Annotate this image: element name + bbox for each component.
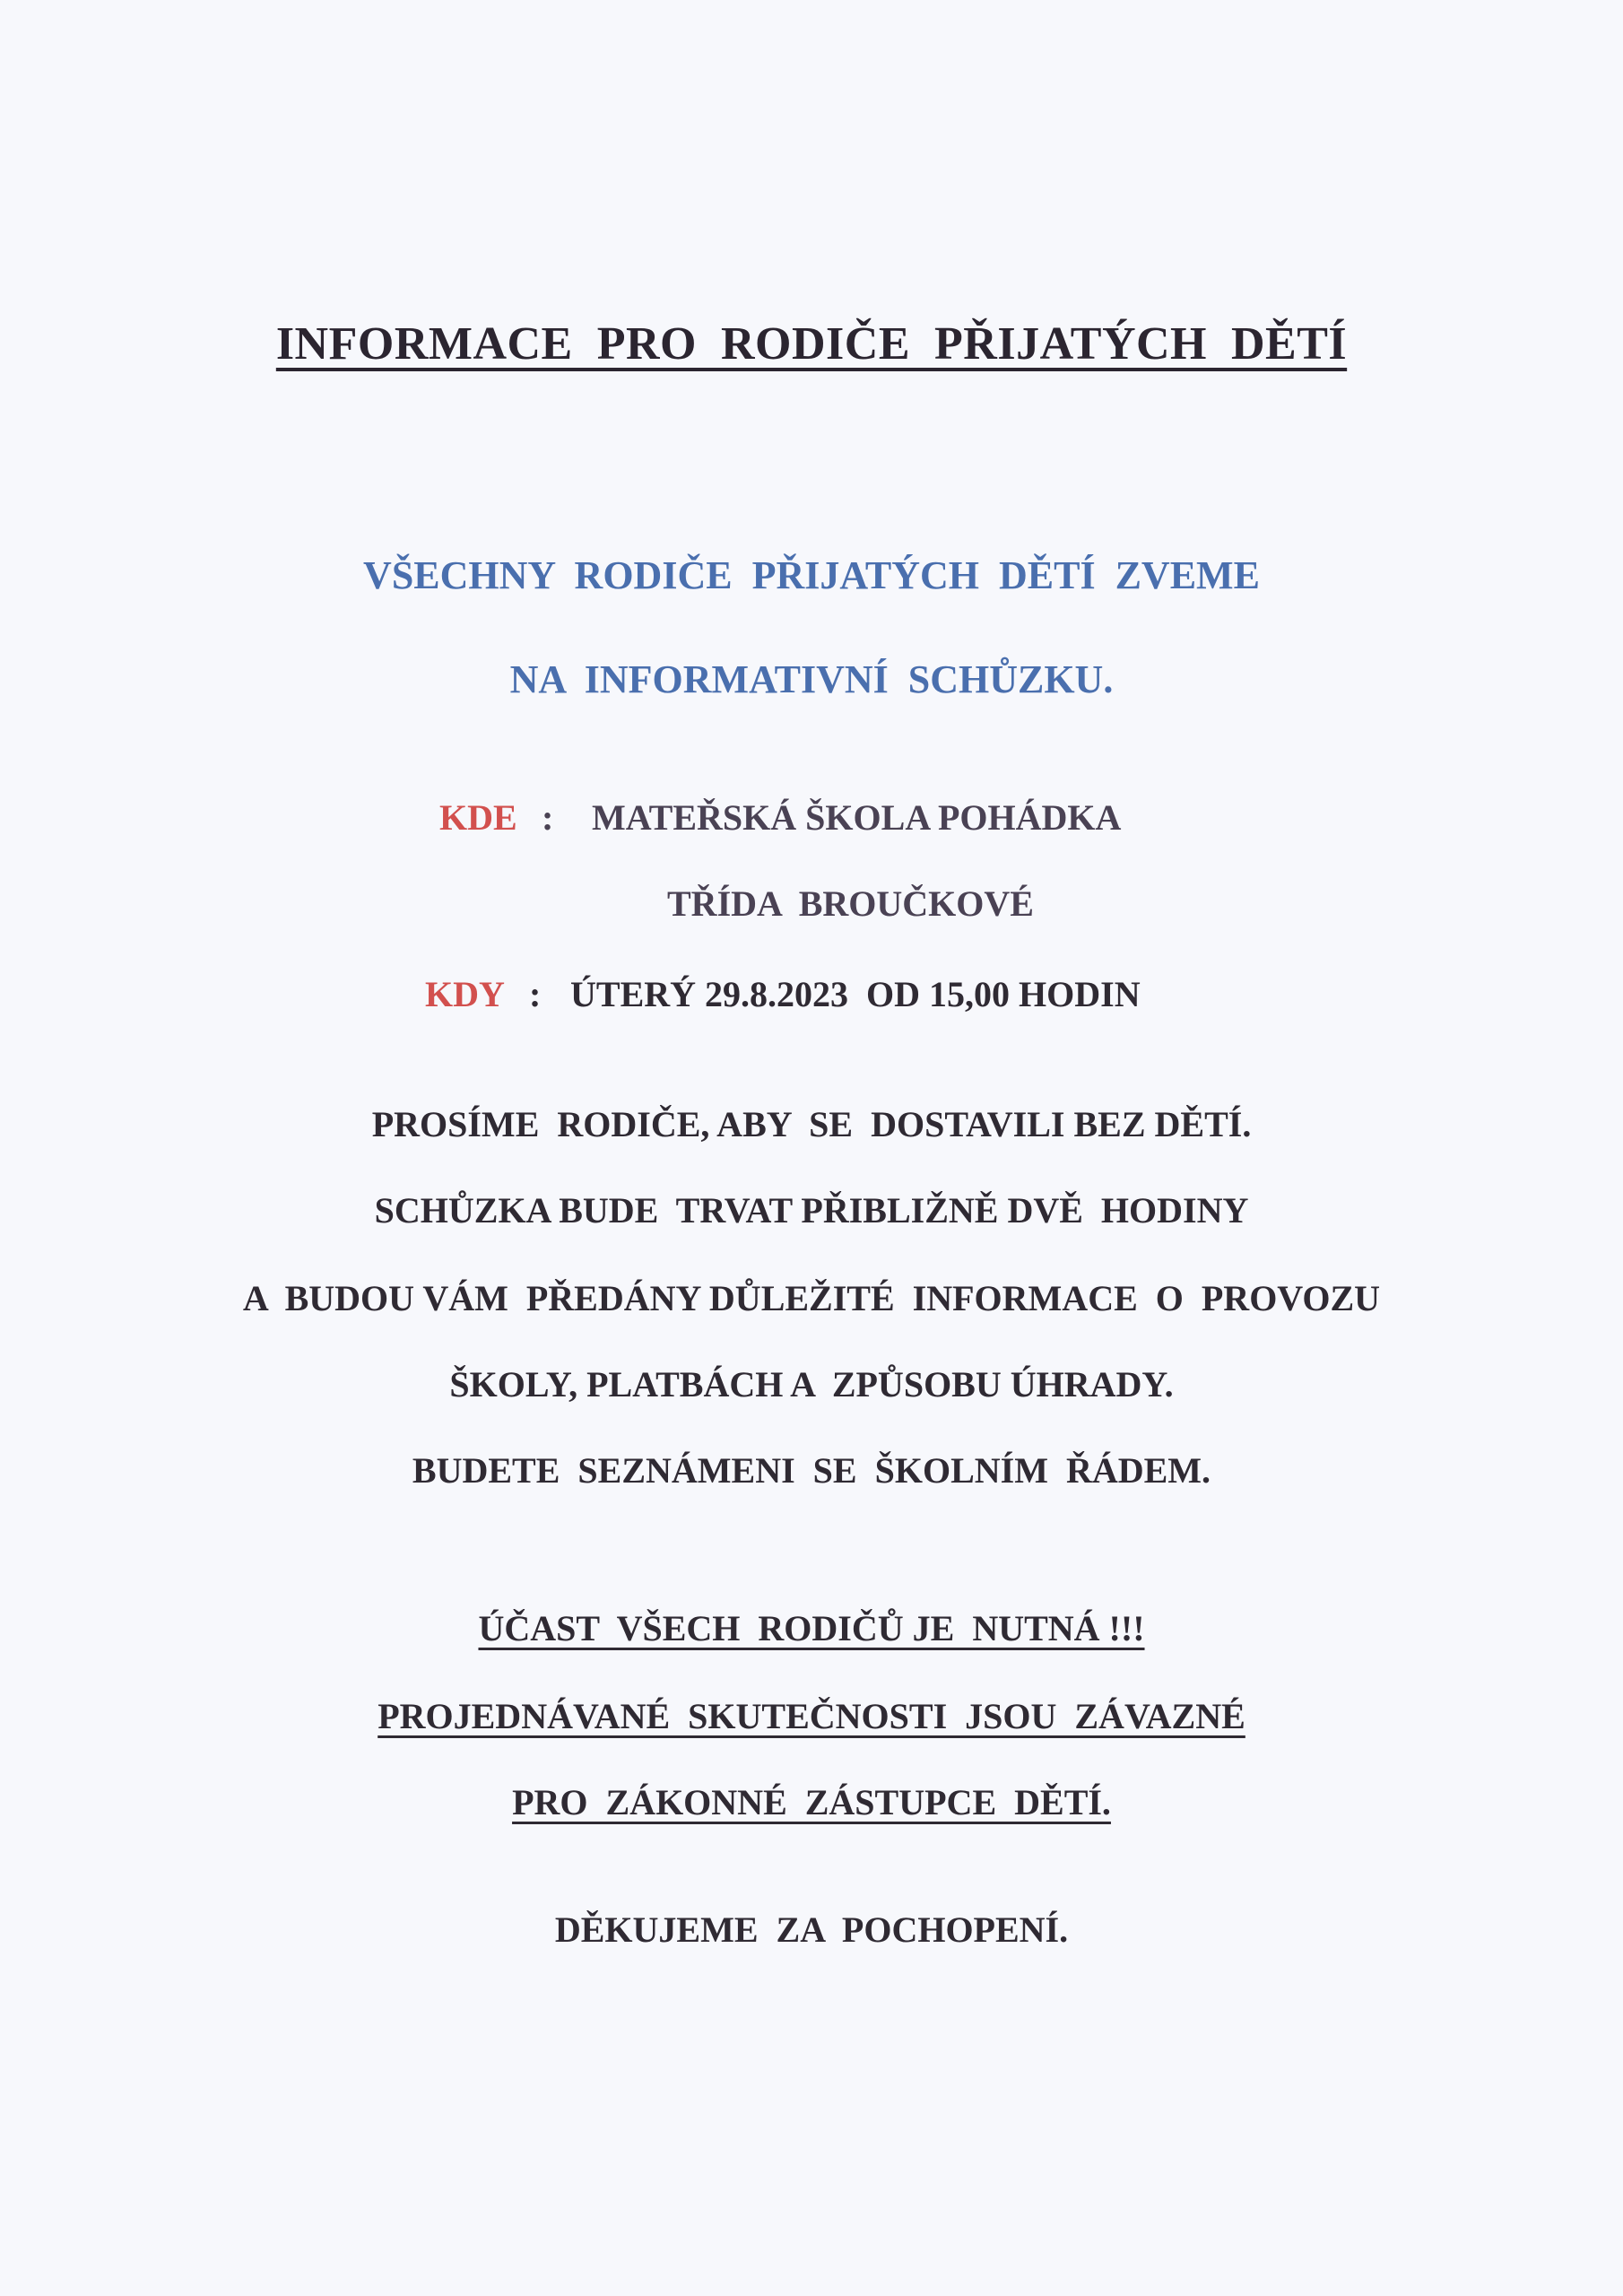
when-date-time: ÚTERÝ 29.8.2023 OD 15,00 HODIN bbox=[570, 974, 1141, 1014]
invitation-line-2: NA INFORMATIVNÍ SCHŮZKU. bbox=[509, 657, 1114, 701]
when-separator: : bbox=[529, 974, 542, 1014]
where-separator: : bbox=[542, 797, 554, 838]
invitation-line-1: VŠECHNY RODIČE PŘIJATÝCH DĚTÍ ZVEME bbox=[363, 553, 1260, 597]
body-line-4: ŠKOLY, PLATBÁCH A ZPŮSOBU ÚHRADY. bbox=[449, 1364, 1174, 1405]
body-line-5: BUDETE SEZNÁMENI SE ŠKOLNÍM ŘÁDEM. bbox=[412, 1450, 1211, 1491]
body-line-2: SCHŮZKA BUDE TRVAT PŘIBLIŽNĚ DVĚ HODINY bbox=[374, 1190, 1249, 1231]
notice-line-1: ÚČAST VŠECH RODIČŮ JE NUTNÁ !!! bbox=[478, 1608, 1145, 1648]
page-title: INFORMACE PRO RODIČE PŘIJATÝCH DĚTÍ bbox=[275, 318, 1348, 370]
where-label: KDE bbox=[439, 797, 517, 838]
notice-line-2: PROJEDNÁVANÉ SKUTEČNOSTI JSOU ZÁVAZNÉ bbox=[378, 1696, 1245, 1736]
notice-line-3: PRO ZÁKONNÉ ZÁSTUPCE DĚTÍ. bbox=[512, 1782, 1111, 1822]
body-line-1: PROSÍME RODIČE, ABY SE DOSTAVILI BEZ DĚTÍ. bbox=[371, 1104, 1252, 1144]
when-label: KDY bbox=[425, 974, 505, 1014]
where-class-name: TŘÍDA BROUČKOVÉ bbox=[667, 883, 1034, 924]
closing-line: DĚKUJEME ZA POCHOPENÍ. bbox=[554, 1909, 1069, 1950]
where-school-name: MATEŘSKÁ ŠKOLA POHÁDKA bbox=[592, 797, 1122, 838]
body-line-3: A BUDOU VÁM PŘEDÁNY DŮLEŽITÉ INFORMACE O PROVOZU bbox=[242, 1278, 1381, 1318]
